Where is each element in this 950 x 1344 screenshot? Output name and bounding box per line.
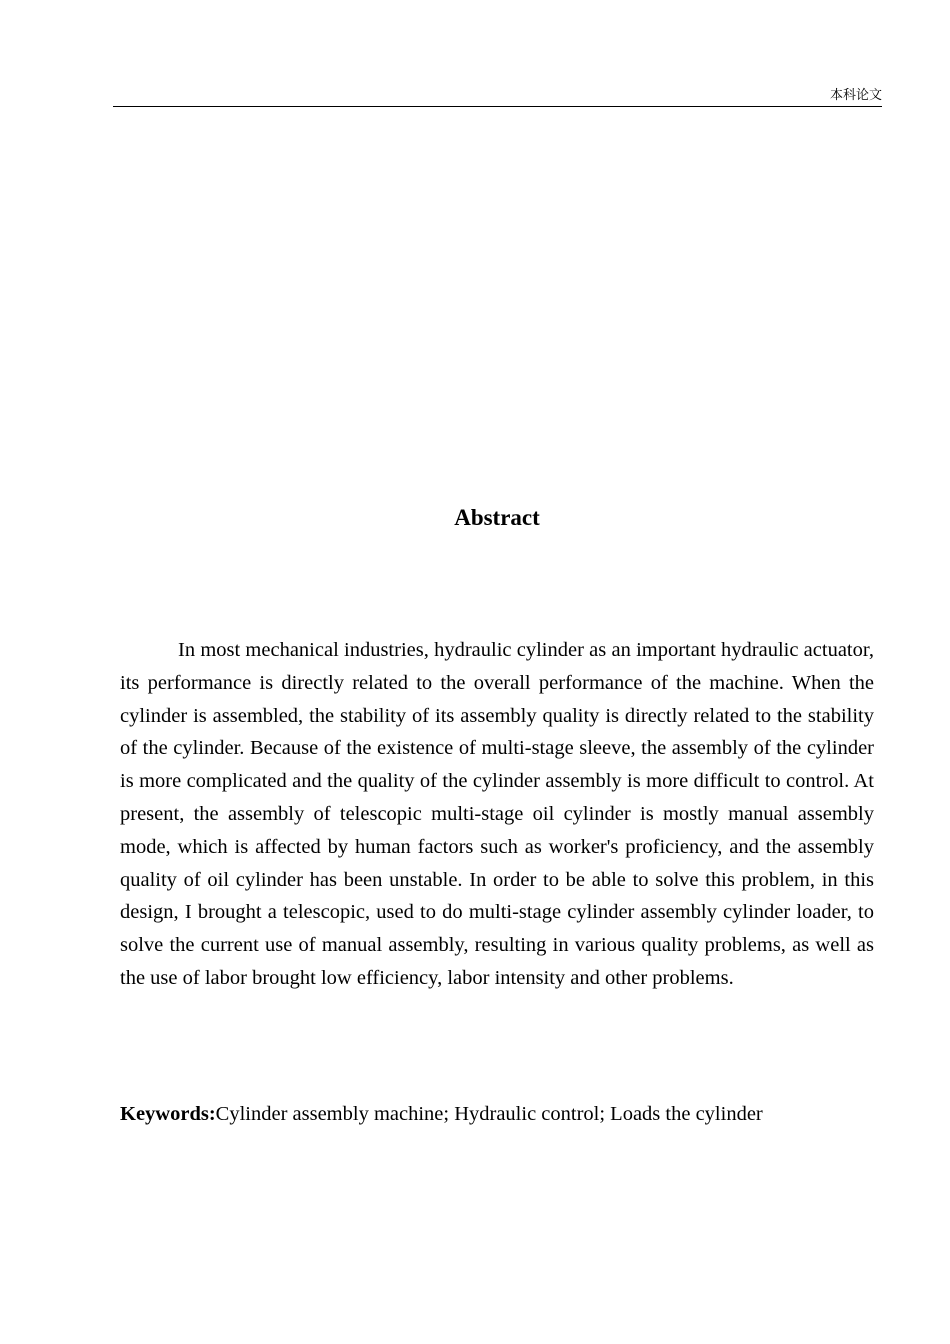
keywords-value: Cylinder assembly machine; Hydraulic control; Loads the cylinder	[215, 1103, 763, 1125]
page-header	[113, 86, 882, 107]
header-text: 本科论文	[829, 88, 882, 103]
abstract-body: In most mechanical industries, hydraulic cylinder as an important hydraulic actuator, its performance is directly related to the overall performance of the machine. When the cylinder is assembled, the stability of its assembly quality is directly related to the stability of the cylinder. Because of the existence of multi-stage sleeve, the assembly of the cylinder is more complicated and the quality of the cylinder assembly is more difficult to control. At present, the assembly of telescopic multi-stage oil cylinder is mostly manual assembly mode, which is affected by human factors such as worker's proficiency, and the assembly quality of oil cylinder has been unstable. In order to be able to solve this problem, in this design, I brought a telescopic, used to do multi-stage cylinder assembly cylinder loader, to solve the current use of manual assembly, resulting in various quality problems, as well as the use of labor brought low efficiency, labor intensity and other problems.	[120, 639, 874, 989]
keywords-label: Keywords:	[120, 1103, 216, 1125]
abstract-title: Abstract	[454, 505, 540, 530]
keywords-line	[120, 1098, 874, 1130]
